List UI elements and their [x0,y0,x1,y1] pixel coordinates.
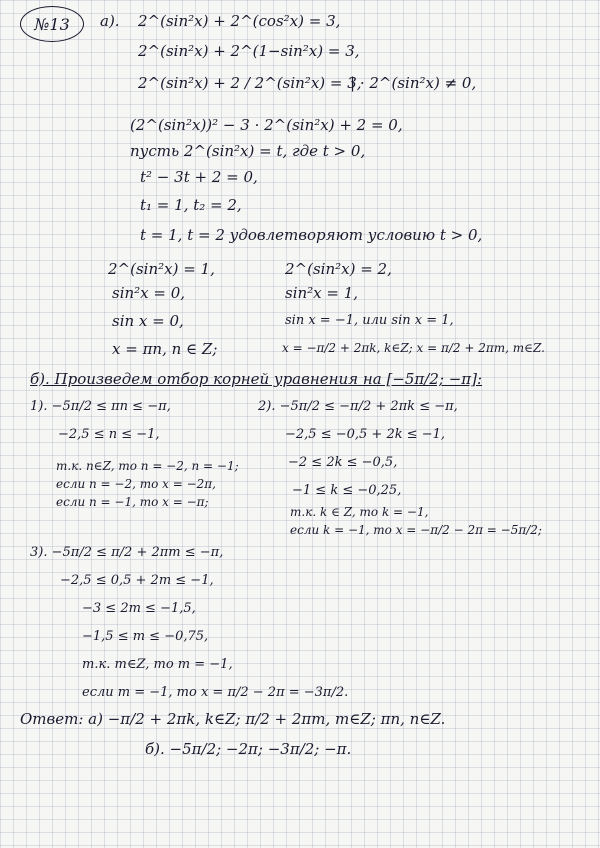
case-left-1: 2^(sin²x) = 1, [108,260,215,278]
case1-line-2: −2,5 ≤ n ≤ −1, [58,427,160,442]
case1-line-4: если n = −2, то x = −2π, [56,477,216,491]
part-a-line-8: t = 1, t = 2 удовлетворяют условию t > 0, [140,226,483,244]
part-b-heading: б). Произведем отбор корней уравнения на [−5π/2; −π]: [30,370,483,388]
case3-line-4: −1,5 ≤ m ≤ −0,75, [82,629,209,644]
part-a-line-7: t₁ = 1, t₂ = 2, [140,196,242,214]
case3-line-1: 3). −5π/2 ≤ π/2 + 2πm ≤ −π, [30,545,224,560]
part-a-line-5: пусть 2^(sin²x) = t, где t > 0, [130,142,366,160]
answer-line-1: Ответ: а) −π/2 + 2πk, k∈Z; π/2 + 2πm, m∈Z; πn, n∈Z. [20,710,446,728]
part-a-line-2: 2^(sin²x) + 2^(1−sin²x) = 3, [138,42,360,60]
case2-line-2: −2,5 ≤ −0,5 + 2k ≤ −1, [285,427,446,442]
case1-line-1: 1). −5π/2 ≤ πn ≤ −π, [30,399,171,414]
problem-number: №13 [34,14,70,34]
case2-line-1: 2). −5π/2 ≤ −π/2 + 2πk ≤ −π, [258,399,458,414]
case-right-3: sin x = −1, или sin x = 1, [285,313,454,328]
case1-line-5: если n = −1, то x = −π; [56,495,209,509]
case3-line-2: −2,5 ≤ 0,5 + 2m ≤ −1, [60,573,214,588]
part-a-line-4: (2^(sin²x))² − 3 · 2^(sin²x) + 2 = 0, [130,116,403,134]
part-a-line-1: 2^(sin²x) + 2^(cos²x) = 3, [138,12,341,30]
case-right-2: sin²x = 1, [285,284,359,302]
case2-line-4: −1 ≤ k ≤ −0,25, [292,483,402,498]
part-a-label: а). [100,12,120,30]
problem-number-badge [20,6,84,42]
part-a-line-3: 2^(sin²x) + 2 / 2^(sin²x) = 3, [138,74,362,92]
case3-line-5: т.к. m∈Z, то m = −1, [82,657,233,672]
case1-line-3: т.к. n∈Z, то n = −2, n = −1; [56,459,239,473]
case-left-2: sin²x = 0, [112,284,186,302]
case2-line-3: −2 ≤ 2k ≤ −0,5, [288,455,398,470]
case2-line-6: если k = −1, то x = −π/2 − 2π = −5π/2; [290,523,542,537]
case3-line-3: −3 ≤ 2m ≤ −1,5, [82,601,196,616]
case2-line-5: т.к. k ∈ Z, то k = −1, [290,505,429,519]
case-left-3: sin x = 0, [112,312,184,330]
case-left-4: x = πn, n ∈ Z; [112,340,218,358]
part-a-line-6: t² − 3t + 2 = 0, [140,168,258,186]
part-a-line-3-multiplier: | · 2^(sin²x) ≠ 0, [350,74,477,92]
case-right-1: 2^(sin²x) = 2, [285,260,392,278]
case3-line-6: если m = −1, то x = π/2 − 2π = −3π/2. [82,685,349,700]
answer-line-2: б). −5π/2; −2π; −3π/2; −π. [145,740,352,758]
case-right-4: x = −π/2 + 2πk, k∈Z; x = π/2 + 2πm, m∈Z. [282,341,545,355]
